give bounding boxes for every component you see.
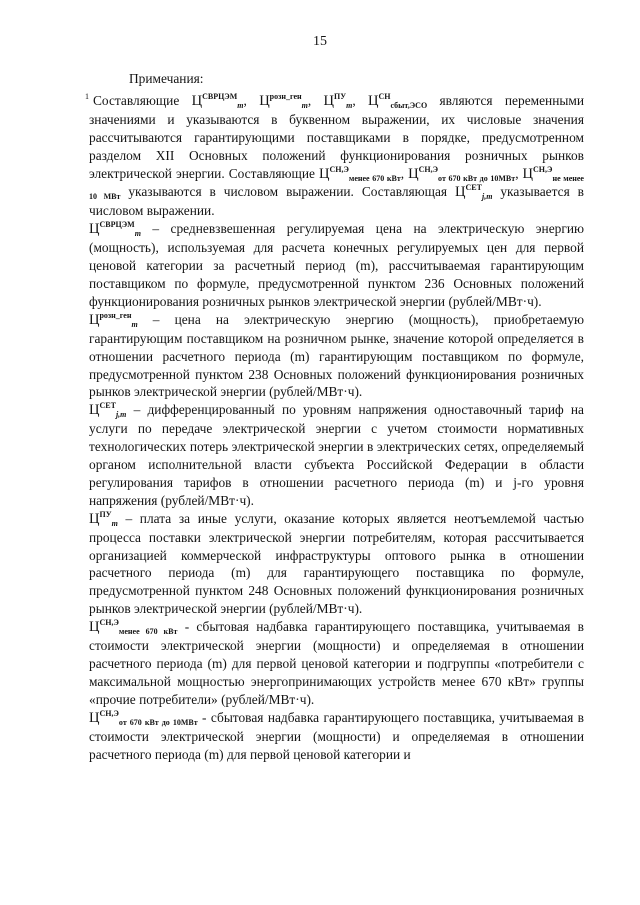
definition-set — [89, 401, 584, 509]
symbol-rozn-gen: $Ц^{розн\_ген}_m$ — [89, 310, 138, 329]
definition-pu — [89, 510, 584, 618]
symbol-set: $Ц^{СЕТ}_{j,m}$ — [89, 401, 127, 420]
definition-sn-lt670 — [89, 618, 584, 709]
definition-sn-lt670-text: - сбытовая надбавка гарантирующего поставщика, учитываемая в стоимости электрической энергии (мощности) и определяемая в отношении расчетного периода (m) для первой ценовой категории и подгруппы «потребители с максимальной мощностью энергопринимающих устройств менее 670 кВт» группы «прочие потребители» (рублей/МВт·ч). — [89, 619, 584, 707]
definition-sn-670-10 — [89, 709, 584, 764]
definition-pu-text: – плата за иные услуги, оказание которых является неотъемлемой частью процесса поставки электрической энергии потребителям, которая рассчитывается организацией коммерческой инфраструктуры оптового рынка в отношении расчетного периода (m) для гарантирующего поставщика по формуле, предусмотренной пунктом 248 Основных положений функционирования розничных рынков электрической энергии (рублей/МВт·ч). — [89, 510, 584, 617]
definition-sn-670-10-text: - сбытовая надбавка гарантирующего поставщика, учитываемая в стоимости электрической энергии (мощности) и определяемая в отношении расчетного периода (m) для первой ценовой категории и — [89, 709, 584, 762]
symbol-sn-lt670: $Ц^{СН,Э}_{менее 670 кВт}$ — [89, 618, 178, 637]
definition-svrcem — [89, 220, 584, 311]
notes-heading: Примечания: — [129, 71, 204, 86]
intro-paragraph — [85, 88, 585, 220]
definition-set-text: – дифференцированный по уровням напряжения одноставочный тариф на услуги по передаче электрической энергии с учетом стоимости нормативных технологических потерь электрической энергии в электрических сетях, определяемый органом исполнительной власти субъекта Российской Федерации в области регулирования тарифов в отношении расчетного периода (m) и j-го уровня напряжения (рублей/МВт·ч). — [89, 402, 584, 508]
intro-rendered: Составляющие $Ц^{СВРЦЭМ}_m$, $Ц^{розн\_ген}_m$, $Ц^{ПУ}_m$, $Ц^{СН}_{сбыт,ЭСО}$ являются переменными значениями и указываются в буквенном выражении, их числовые значения рассчитываются гарантирующими поставщиками в порядке, предусмотренном разделом XII Основных положений функционирования розничных рынков электрической энергии. Составляющие $Ц^{СН,Э}_{менее 670 кВт}$, $Ц^{СН,Э}_{от 670 кВт до 10МВт}$, $Ц^{СН,Э}_{не менее 10 МВт}$ указываются в числовом выражении. Составляющая $Ц^{СЕТ}_{j,m}$ указывается в числовом выражении. — [89, 91, 585, 219]
notes-content — [85, 70, 585, 763]
symbol-sn-670-10: $Ц^{СН,Э}_{от 670 кВт до 10МВт}$ — [89, 708, 198, 727]
definition-rozn-gen-text: – цена на электрическую энергию (мощность), приобретаемую гарантирующим поставщиком на розничном рынке, значение которой определяется в отношении расчетного периода (m) гарантирующим поставщиком по формуле, предусмотренной пунктом 238 Основных положений функционирования розничных рынков электрической энергии (рублей/МВт·ч). — [89, 311, 584, 400]
symbol-pu: $Ц^{ПУ}_m$ — [89, 509, 118, 528]
page-number: 15 — [313, 34, 327, 49]
definition-svrcem-text: – средневзвешенная регулируемая цена на электрическую энергию (мощность), используемая для расчета конечных регулируемых цен для первой ценовой категории за расчетный период (m), рассчитываемая гарантирующим поставщиком по формуле, предусмотренной пунктом 236 Основных положений функционирования розничных рынков электрической энергии (рублей/МВт·ч). — [89, 221, 584, 309]
definition-rozn-gen — [89, 311, 584, 402]
symbol-svrcem: $Ц^{СВРЦЭМ}_m$ — [89, 220, 141, 239]
footnote-marker: 1 — [85, 91, 89, 101]
